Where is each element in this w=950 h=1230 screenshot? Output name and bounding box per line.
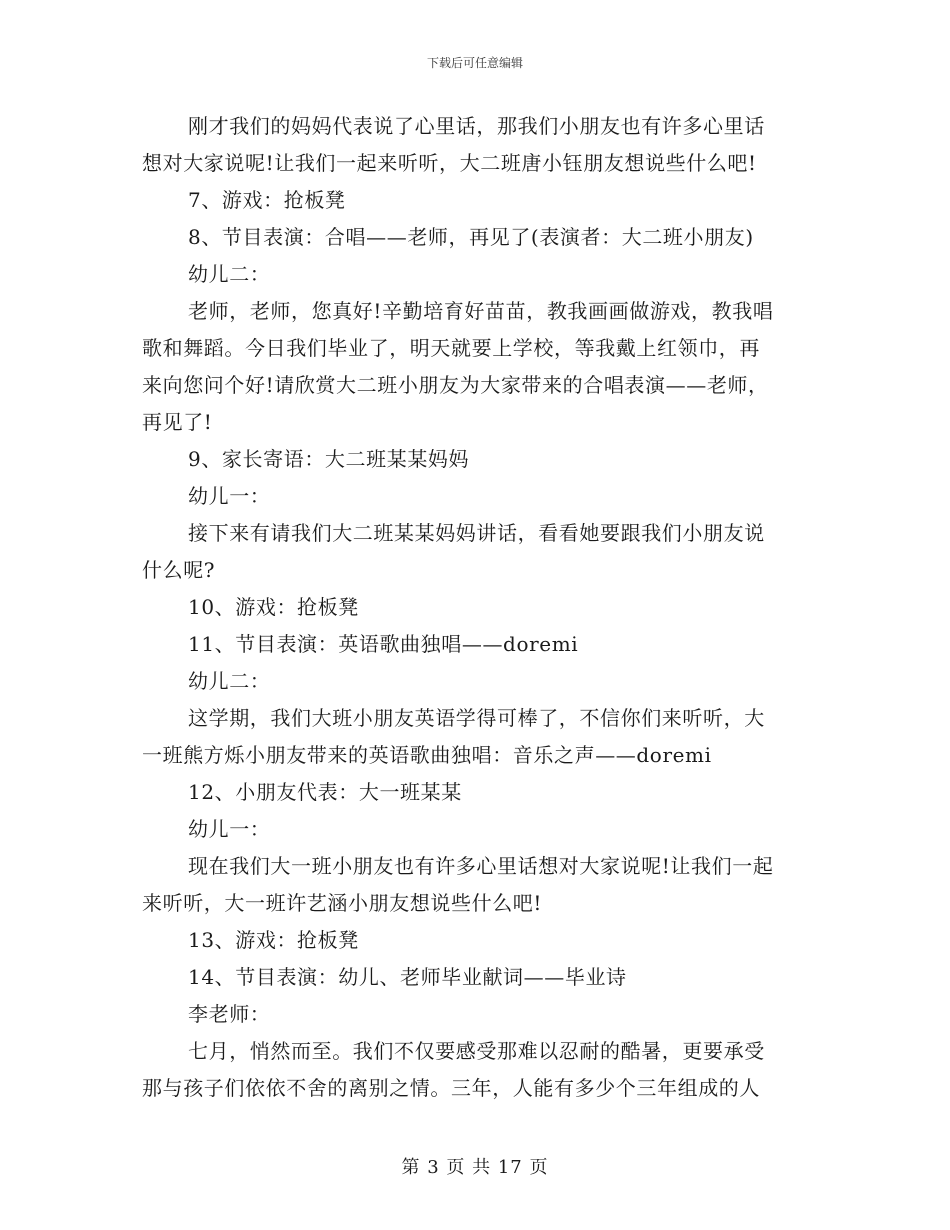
text-line: 再见了! bbox=[142, 410, 213, 434]
text-line: 14、节目表演：幼儿、老师毕业献词——毕业诗 bbox=[188, 965, 627, 989]
text-line: 那与孩子们依依不舍的离别之情。三年，人能有多少个三年组成的人 bbox=[142, 1076, 760, 1100]
text-line: 这学期，我们大班小朋友英语学得可棒了，不信你们来听听，大 bbox=[188, 706, 765, 730]
text-line: 一班熊方烁小朋友带来的英语歌曲独唱：音乐之声——doremi bbox=[142, 743, 712, 767]
text-line: 接下来有请我们大二班某某妈妈讲话，看看她要跟我们小朋友说 bbox=[188, 521, 765, 545]
page-header: 下载后可任意编辑 bbox=[426, 56, 523, 70]
text-line: 刚才我们的妈妈代表说了心里话，那我们小朋友也有许多心里话 bbox=[188, 114, 765, 138]
text-line: 七月，悄然而至。我们不仅要感受那难以忍耐的酷暑，更要承受 bbox=[188, 1039, 765, 1063]
text-line: 11、节目表演：英语歌曲独唱——doremi bbox=[188, 632, 579, 656]
document-body bbox=[142, 108, 812, 1107]
text-line: 8、节目表演：合唱——老师，再见了(表演者：大二班小朋友) bbox=[188, 225, 754, 249]
text-line: 9、家长寄语：大二班某某妈妈 bbox=[188, 447, 470, 471]
text-line: 来听听，大一班许艺涵小朋友想说些什么吧! bbox=[142, 891, 543, 915]
text-line: 来向您问个好!请欣赏大二班小朋友为大家带来的合唱表演——老师， bbox=[142, 373, 769, 397]
text-line: 幼儿一： bbox=[188, 484, 271, 508]
text-line: 7、游戏：抢板凳 bbox=[188, 188, 346, 212]
text-line: 歌和舞蹈。今日我们毕业了，明天就要上学校，等我戴上红领巾，再 bbox=[142, 336, 760, 360]
text-line: 老师，老师，您真好!辛勤培育好苗苗，教我画画做游戏，教我唱 bbox=[188, 299, 774, 323]
text-line: 幼儿一： bbox=[188, 817, 271, 841]
text-line: 12、小朋友代表：大一班某某 bbox=[188, 780, 462, 804]
page-footer: 第 3 页 共 17 页 bbox=[401, 1157, 549, 1178]
text-line: 什么呢? bbox=[142, 558, 216, 582]
text-line: 幼儿二： bbox=[188, 262, 271, 286]
text-line: 10、游戏：抢板凳 bbox=[188, 595, 359, 619]
text-line: 李老师： bbox=[188, 1002, 271, 1026]
text-line: 13、游戏：抢板凳 bbox=[188, 928, 359, 952]
text-line: 幼儿二： bbox=[188, 669, 271, 693]
text-line: 现在我们大一班小朋友也有许多心里话想对大家说呢!让我们一起 bbox=[188, 854, 774, 878]
text-line: 想对大家说呢!让我们一起来听听，大二班唐小钰朋友想说些什么吧! bbox=[142, 151, 757, 175]
